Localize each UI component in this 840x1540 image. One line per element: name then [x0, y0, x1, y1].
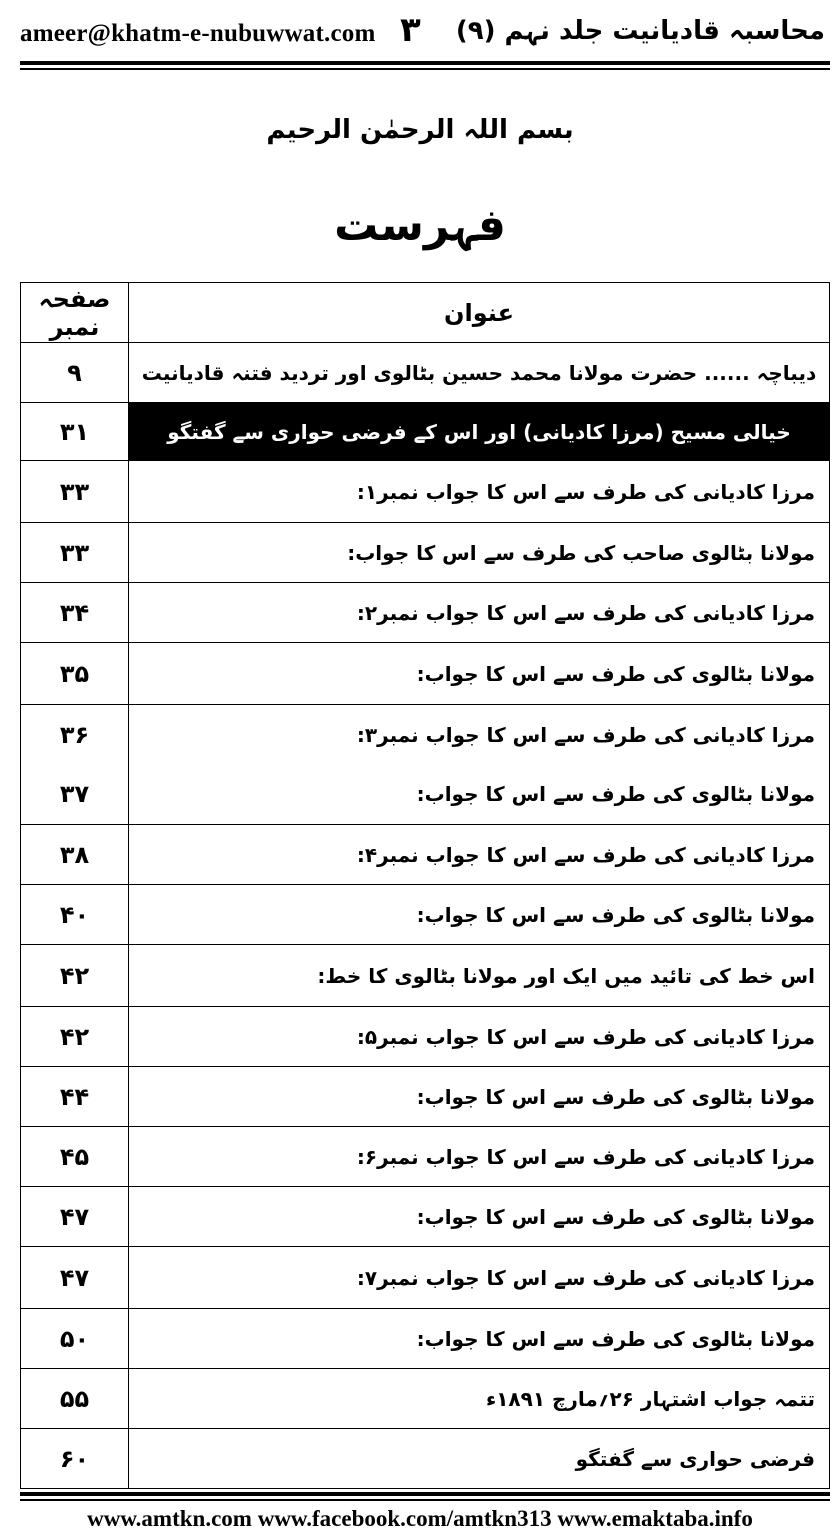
header-email: ameer@khatm-e-nubuwwat.com: [20, 20, 376, 47]
header-book-title: محاسبہ قادیانیت جلد نہم (۹): [455, 16, 825, 46]
row-page-number: ۳۷: [59, 780, 90, 809]
table-row: [21, 885, 830, 945]
row-title: مرزا کادیانی کی طرف سے اس کا جواب نمبر۴:: [129, 825, 830, 885]
table-row: [21, 343, 830, 403]
page-footer: [0, 1478, 840, 1540]
row-page-number: ۴۲: [21, 1007, 129, 1067]
page-header: [0, 0, 840, 70]
row-page-numbers: [21, 705, 129, 825]
row-title: مولانا بٹالوی کی طرف سے اس کا جواب:: [129, 1067, 830, 1127]
row-page-number: ۴۷: [21, 1187, 129, 1247]
header-rule-thin: [20, 68, 830, 70]
row-title: فرضی حواری سے گفتگو: [129, 1429, 830, 1489]
row-title-highlighted: خیالی مسیح (مرزا کادیانی) اور اس کے فرضی حواری سے گفتگو: [129, 403, 830, 461]
row-title: مرزا کادیانی کی طرف سے اس کا جواب نمبر۱:: [129, 461, 830, 523]
contents-table: [20, 282, 830, 1489]
row-page-number: ۳۳: [21, 461, 129, 523]
row-page-number: ۵۵: [21, 1369, 129, 1429]
header-rule: [20, 61, 830, 65]
row-title: اس خط کی تائید میں ایک اور مولانا بٹالوی کا خط:: [129, 945, 830, 1007]
row-page-number: ۴۷: [21, 1247, 129, 1309]
row-page-number: ۴۴: [21, 1067, 129, 1127]
row-title: مولانا بٹالوی کی طرف سے اس کا جواب:: [129, 643, 830, 705]
row-title: مولانا بٹالوی کی طرف سے اس کا جواب:: [129, 885, 830, 945]
row-title: مولانا بٹالوی صاحب کی طرف سے اس کا جواب:: [129, 523, 830, 583]
column-header-title: عنوان: [129, 283, 830, 343]
row-titles: [129, 705, 830, 825]
row-title: مولانا بٹالوی کی طرف سے اس کا جواب:: [129, 1187, 830, 1247]
column-header-page: صفحہ نمبر: [21, 283, 129, 343]
table-header-row: [21, 283, 830, 343]
table-row: [21, 945, 830, 1007]
table-row: [21, 1067, 830, 1127]
table-row: [21, 523, 830, 583]
table-row: [21, 583, 830, 643]
table-row-highlighted: [21, 403, 830, 461]
row-page-number: ۳۵: [21, 643, 129, 705]
row-page-number: ۶۰: [21, 1429, 129, 1489]
row-page-number: ۳۳: [21, 523, 129, 583]
row-title: مرزا کادیانی کی طرف سے اس کا جواب نمبر۵:: [129, 1007, 830, 1067]
row-page-number: ۳۴: [21, 583, 129, 643]
table-row: [21, 1007, 830, 1067]
row-title: مولانا بٹالوی کی طرف سے اس کا جواب:: [129, 1309, 830, 1369]
header-page-number: ۳: [400, 10, 421, 50]
row-title: مرزا کادیانی کی طرف سے اس کا جواب نمبر۶:: [129, 1127, 830, 1187]
table-row: [21, 1127, 830, 1187]
table-row: [21, 1247, 830, 1309]
table-row-double: [21, 705, 830, 825]
row-title: مولانا بٹالوی کی طرف سے اس کا جواب:: [416, 782, 815, 807]
footer-links: www.amtkn.com www.facebook.com/amtkn313 www.emaktaba.info: [87, 1506, 753, 1531]
row-page-number: ۴۰: [21, 885, 129, 945]
table-row: [21, 1369, 830, 1429]
row-page-number: ۳۱: [21, 403, 129, 461]
table-row: [21, 461, 830, 523]
row-title: دیباچہ ...... حضرت مولانا محمد حسین بٹالوی اور تردید فتنہ قادیانیت: [129, 343, 830, 403]
page-title: فہرست: [334, 200, 506, 251]
row-title: مرزا کادیانی کی طرف سے اس کا جواب نمبر۲:: [129, 583, 830, 643]
row-title: مرزا کادیانی کی طرف سے اس کا جواب نمبر۷:: [129, 1247, 830, 1309]
footer-rule: [20, 1492, 830, 1496]
row-title: تتمہ جواب اشتہار ۲۶؍مارچ ۱۸۹۱ء: [129, 1369, 830, 1429]
table-row: [21, 643, 830, 705]
table-row: [21, 1187, 830, 1247]
table-row: [21, 1309, 830, 1369]
row-page-number: ۴۵: [21, 1127, 129, 1187]
row-page-number: ۵۰: [21, 1309, 129, 1369]
row-page-number: ۹: [21, 343, 129, 403]
row-page-number: ۴۲: [21, 945, 129, 1007]
row-title: مرزا کادیانی کی طرف سے اس کا جواب نمبر۳:: [356, 722, 815, 747]
row-page-number: ۳۶: [59, 720, 90, 749]
row-page-number: ۳۸: [21, 825, 129, 885]
bismillah: بسم اللہ الرحمٰن الرحیم: [266, 115, 574, 145]
table-row: [21, 825, 830, 885]
footer-rule-thin: [20, 1499, 830, 1501]
